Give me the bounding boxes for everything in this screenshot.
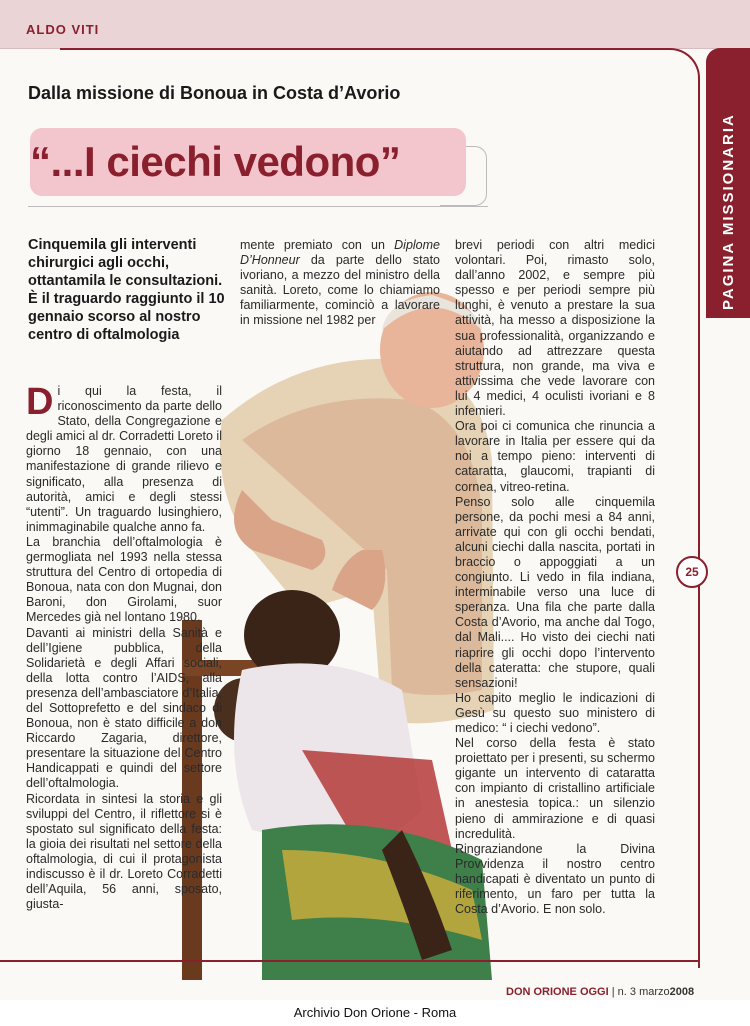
author-name: ALDO VITI	[26, 22, 100, 37]
article-column-3	[455, 238, 655, 917]
article-paragraph: brevi periodi con altri medici volontari. Poi, rimasto solo, dall’anno 2002, e sempre più spesso e per periodi sempre più lunghi, è venuto a prestare la sua attività, ha messo a disposizione la sua professionalità, organizzando e aiutando ad attrezzare questa struttura, non grande, ma viva e attivissima che vede lavorare con lui 4 medici, 4 oculisti ivoriani e 8 infemieri.	[455, 238, 655, 419]
article-paragraph: Ringraziandone la Divina Provvidenza il nostro centro handicapati è diventato un punto di riferimento, un faro per tutta la Costa d’Avorio. E non solo.	[455, 841, 655, 917]
title-divider	[28, 206, 488, 207]
issue-year: 2008	[669, 986, 695, 998]
article-paragraph: Ho capito meglio le indicazioni di Gesù su questo suo ministero di medico: “ i ciechi vedono”.	[455, 690, 655, 735]
article-lead: Cinquemila gli interventi chirurgici agli occhi, ottantamila le consultazioni. È il traguardo raggiunto il 10 gennaio scorso al nostro centro di oftalmologia	[28, 237, 225, 343]
issue-label: n. 3 marzo	[617, 986, 670, 998]
article-paragraph: Penso solo alle cinquemila persone, da pochi mesi a 84 anni, arrivate qui con gli occhi bendati, alcuni ciechi dalla nascita, portati in braccio o appoggiati a un congiunto. Li vedo in fila indiana, interminabile verso una luce di speranza. Una fila che parte dalla Costa d’Avorio, ma anche dal Togo, dal Mali.... Ho visto dei ciechi nati riaprire gli occhi dopo l’intervento della cateratta: che stupore, quali sensazioni!	[455, 494, 655, 690]
drop-cap: D	[26, 381, 54, 423]
article-paragraph: Ricordata in sintesi la storia e gli sviluppi del Centro, il riflettore si è spostato sul significato della festa: la gioia dei risultati nel settore della oftalmologia, di cui il protagonista indiscusso è il dr. Loreto Corradetti dell’Aquila, 56 anni, sposato, giusta-	[26, 791, 222, 912]
top-bar	[0, 0, 750, 49]
archive-caption: Archivio Don Orione - Roma	[0, 1000, 750, 1026]
footer-issue: DON ORIONE OGGI | n. 3 marzo2008	[506, 986, 695, 998]
article-subtitle: Dalla missione di Bonoua in Costa d’Avorio	[28, 83, 401, 103]
article-title: “...I ciechi vedono”	[30, 138, 401, 185]
article-paragraph: Di qui la festa, il riconoscimento da parte dello Stato, della Congregazione e degli amici al dr. Corradetti Loreto il giorno 18 gennaio, con una manifestazione di grande rilievo e significato, alla presenza di autorità, amici e degli stessi “utenti”. Un traguardo lusinghiero, inimmaginabile qualche anno fa.	[26, 381, 222, 534]
article-paragraph: Ora poi ci comunica che rinuncia a lavorare in Italia per essere qui da noi a tempo pieno: interventi di cataratta, glaucomi, trapianti di cornea, vitreo-retina.	[455, 419, 655, 494]
article-paragraph: Davanti ai ministri della Sanità e dell’Igiene pubblica, della Solidarietà e degli Affari sociali, della lotta contro l’AIDS, alla presenza dell’ambasciatore d’Italia, del Sottoprefetto e del sindaco di Bonoua, non è stato difficile a don Riccardo Zagaria, direttore, presentare la situazione del Centro Handicappati e quindi del settore dell’oftalmologia.	[26, 625, 222, 791]
article-paragraph: mente premiato con un Diplome D’Honneur da parte dello stato ivoriano, a mezzo del ministro della sanità. Loreto, come lo chiamiamo familiarmente, cominciò a lavorare in missione nel 1982 per	[240, 238, 440, 328]
article-column-1	[26, 381, 222, 912]
page-number: 25	[676, 556, 708, 588]
footer-divider	[0, 960, 700, 962]
article-column-2	[240, 238, 440, 329]
magazine-name: DON ORIONE OGGI	[506, 986, 609, 998]
article-paragraph: Nel corso della festa è stato proiettato per i presenti, su schermo gigante un intervento di cataratta con impianto di cristallino artificiale in anestesia topica.: un silenzio pieno di ammirazione e di quasi incredulità.	[455, 736, 655, 841]
doctor-with-child-photo	[182, 290, 500, 980]
article-paragraph: La branchia dell’oftalmologia è germogliata nel 1993 nella stessa struttura del Centro di ortopedia di Bonoua, nata con don Mugnai, don Baroni, don Girolami, suor Mercedes già nel lontano 1980.	[26, 534, 222, 625]
